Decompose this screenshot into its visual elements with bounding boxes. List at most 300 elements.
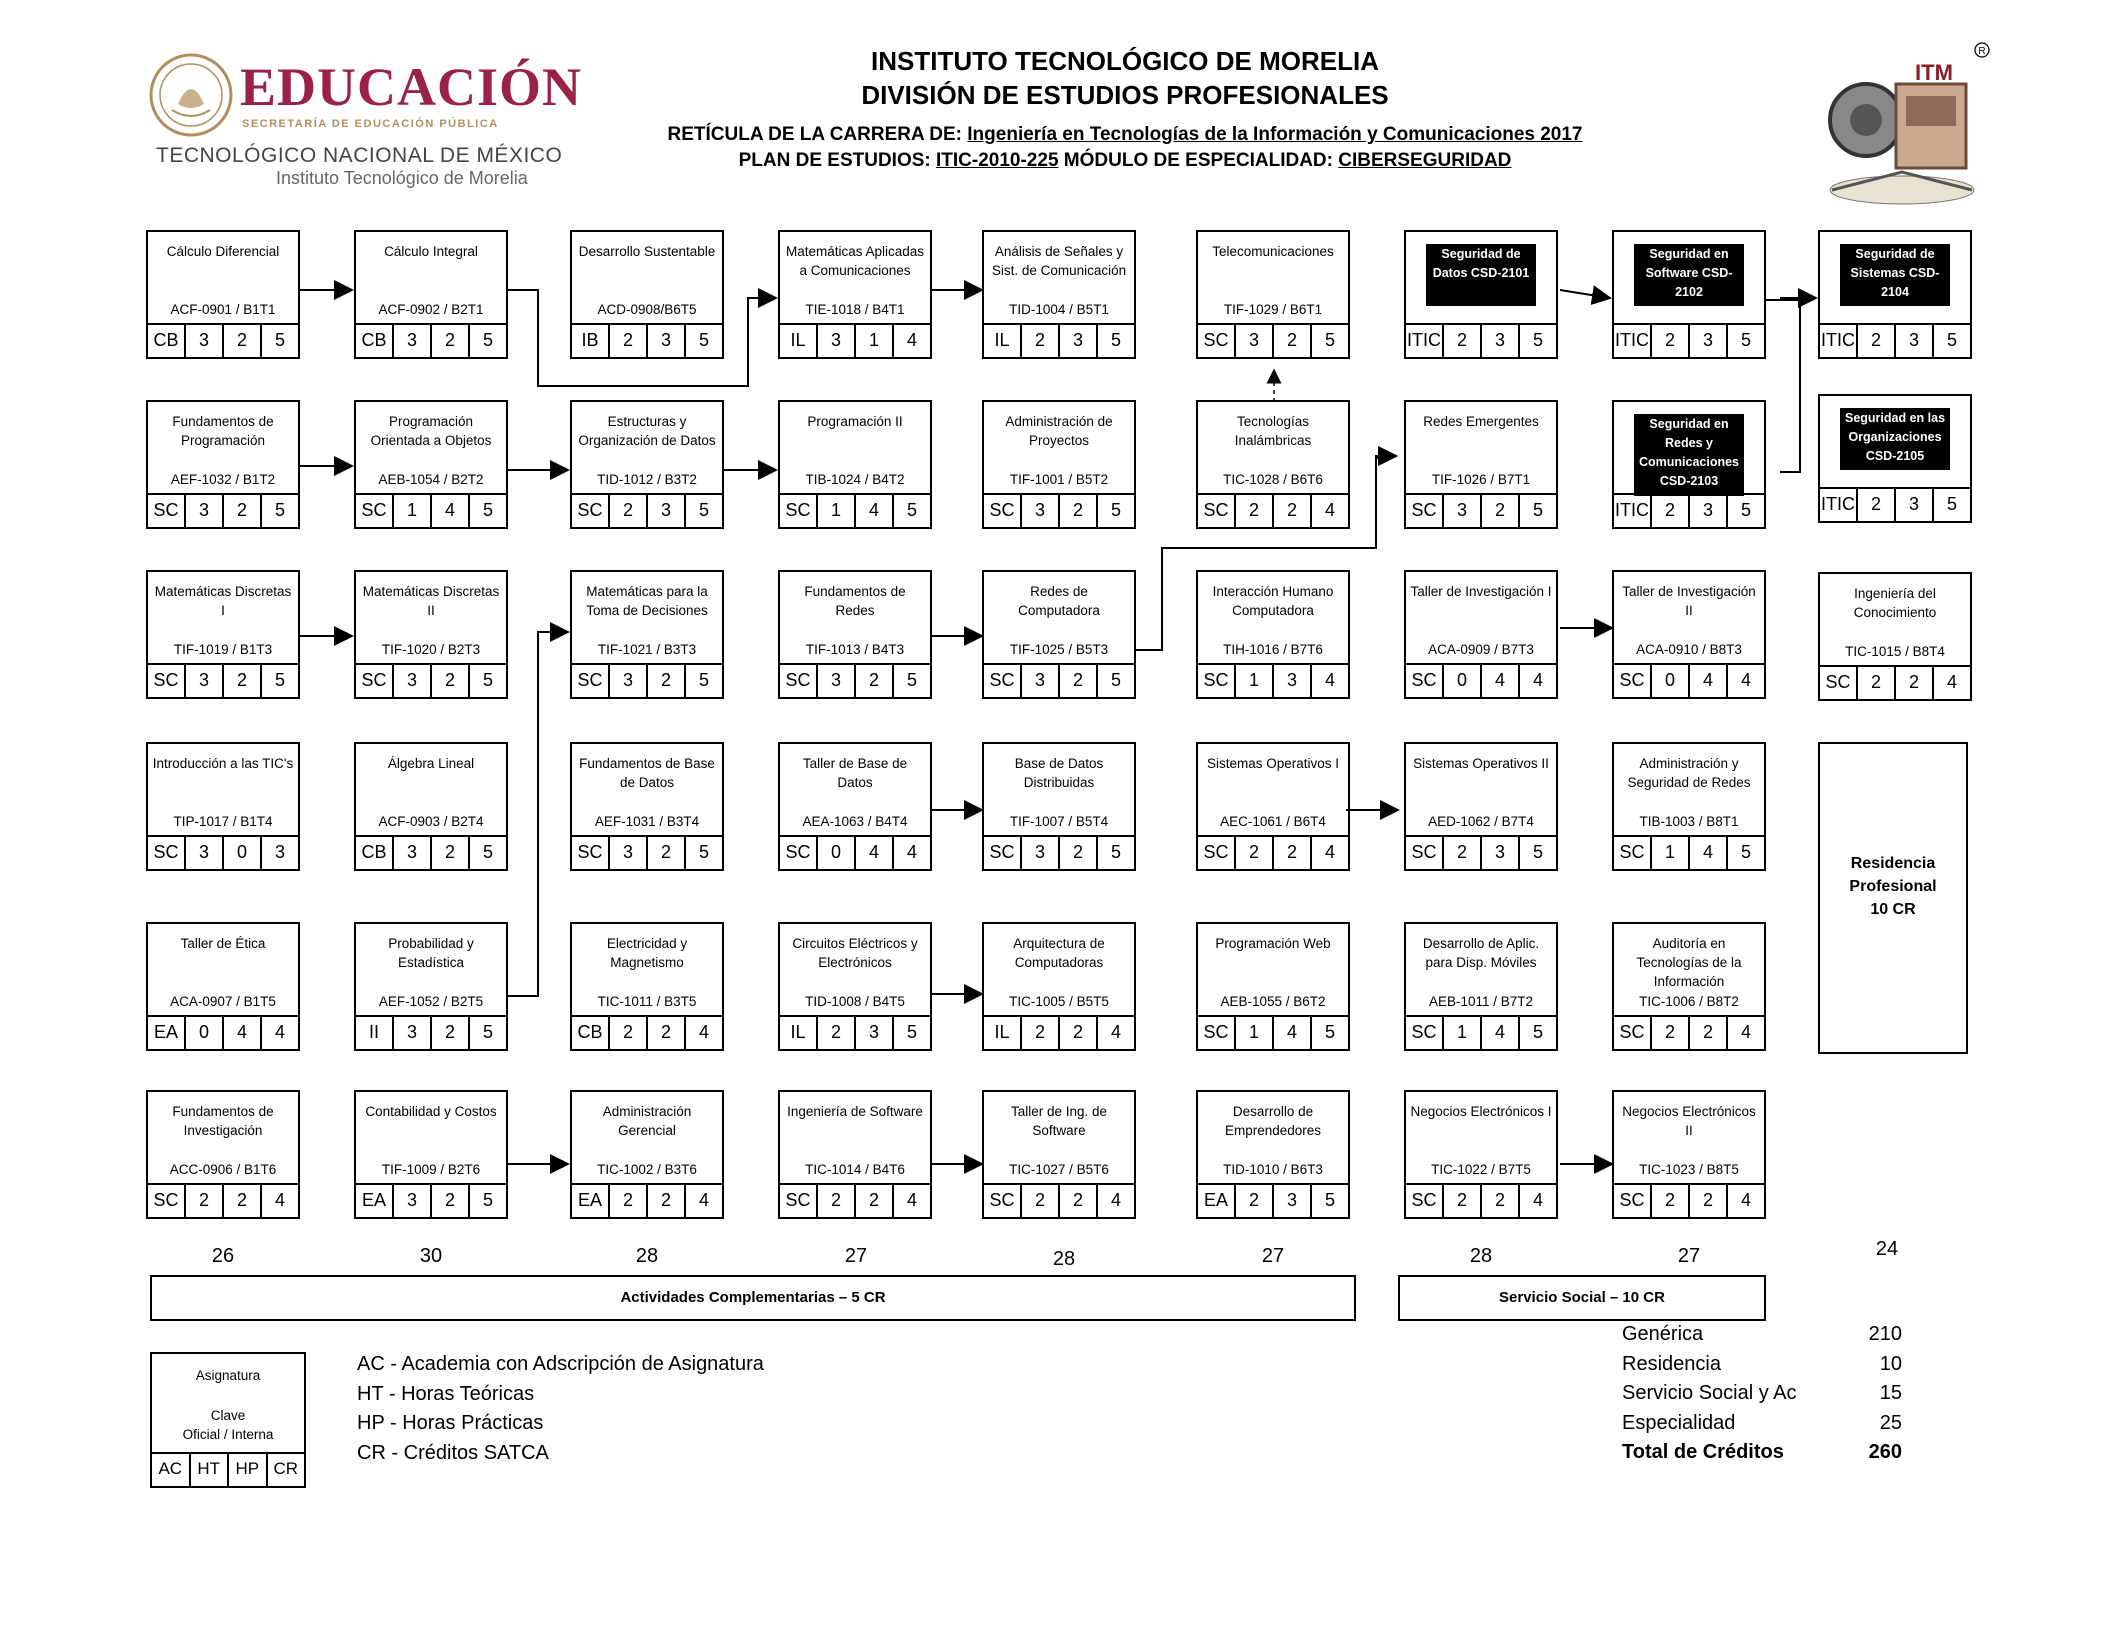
plan-label: PLAN DE ESTUDIOS:	[738, 150, 931, 171]
course-credits-row	[1406, 1015, 1556, 1049]
course-name: Seguridad de Datos CSD-2101	[1426, 244, 1536, 306]
course-cell: 5	[1726, 325, 1764, 357]
course-cell: 3	[646, 495, 684, 527]
course-name: Introducción a las TIC's	[152, 756, 294, 771]
course-card	[354, 742, 508, 871]
course-name: Probabilidad y Estadística	[388, 936, 474, 970]
course-cell: 4	[260, 1185, 298, 1217]
course-key: AEF-1031 / B3T4	[594, 814, 700, 829]
course-name: Análisis de Señales y Sist. de Comunicación	[991, 244, 1127, 278]
plan-line	[560, 148, 1690, 174]
course-card	[146, 922, 300, 1051]
semester-total: 27	[844, 1245, 868, 1267]
career-line	[560, 122, 1690, 148]
course-card	[982, 230, 1136, 359]
course-card	[1196, 922, 1350, 1051]
course-cell: 3	[816, 325, 854, 357]
course-credits-row	[1198, 835, 1348, 869]
course-name: Fundamentos de Base de Datos	[579, 756, 715, 790]
course-key: AEB-1011 / B7T2	[1428, 994, 1534, 1009]
semester-total: 24	[1875, 1238, 1899, 1260]
course-key: TIC-1028 / B6T6	[1223, 472, 1323, 487]
course-card	[778, 230, 932, 359]
course-cell: 2	[1058, 495, 1096, 527]
module-name: CIBERSEGURIDAD	[1338, 150, 1512, 171]
course-cell: 2	[646, 837, 684, 869]
course-cell: 2	[816, 1185, 854, 1217]
course-name: Matemáticas Aplicadas a Comunicaciones	[785, 244, 925, 278]
course-key: TID-1012 / B3T2	[597, 472, 697, 487]
course-cell: 4	[1310, 495, 1348, 527]
course-cell: IB	[581, 330, 599, 350]
credit-value: 15	[1879, 1382, 1902, 1404]
course-cell: 2	[430, 837, 468, 869]
course-cell: 5	[892, 495, 930, 527]
course-name: Contabilidad y Costos	[365, 1104, 497, 1119]
arrow	[1766, 298, 1816, 472]
course-key: AEF-1032 / B1T2	[170, 472, 276, 487]
course-cell: 2	[1058, 1185, 1096, 1217]
course-credits-row	[780, 835, 930, 869]
course-cell: 4	[1310, 665, 1348, 697]
course-credits-row	[1820, 487, 1970, 521]
legend-line: HP - Horas Prácticas	[357, 1412, 544, 1434]
course-cell: 2	[608, 1185, 646, 1217]
course-card	[1404, 742, 1558, 871]
course-credits-row	[148, 663, 298, 697]
course-credits-row	[1614, 663, 1764, 697]
course-credits-row	[356, 1015, 506, 1049]
course-card	[1404, 1090, 1558, 1219]
course-credits-row	[356, 835, 506, 869]
arrow	[1560, 290, 1610, 298]
course-cell: SC	[1203, 670, 1229, 690]
course-cell: 5	[1518, 837, 1556, 869]
course-cell: 2	[1650, 325, 1688, 357]
course-cell: SC	[1411, 1190, 1437, 1210]
course-cell: 5	[1310, 1017, 1348, 1049]
course-cell: SC	[785, 500, 811, 520]
credit-label: Residencia	[1622, 1352, 1721, 1375]
course-card	[1612, 570, 1766, 699]
credit-row	[1622, 1320, 1902, 1350]
course-key: TID-1010 / B6T3	[1223, 1162, 1323, 1177]
course-cell: SC	[1203, 500, 1229, 520]
course-cell: IL	[790, 1022, 806, 1042]
course-cell: 5	[892, 1017, 930, 1049]
course-cell: 3	[392, 665, 430, 697]
course-name: Administración y Seguridad de Redes	[1627, 756, 1751, 790]
course-name: Taller de Ing. de Software	[1010, 1104, 1108, 1138]
course-cell: 2	[1020, 1017, 1058, 1049]
course-cell: 5	[1726, 837, 1764, 869]
course-cell: 4	[1096, 1185, 1134, 1217]
course-key: AEC-1061 / B6T4	[1220, 814, 1326, 829]
course-cell: 3	[184, 495, 222, 527]
course-cell: 5	[684, 837, 722, 869]
course-name: Estructuras y Organización de Datos	[578, 414, 716, 448]
course-cell: 3	[260, 837, 298, 869]
course-cell: CB	[153, 330, 179, 350]
course-cell: 2	[646, 665, 684, 697]
course-cell: ITIC	[1821, 494, 1855, 514]
course-credits-row	[1406, 835, 1556, 869]
course-card	[146, 400, 300, 529]
course-credits-row	[984, 323, 1134, 357]
course-cell: 2	[1442, 1185, 1480, 1217]
course-key: TID-1008 / B4T5	[805, 994, 905, 1009]
credit-value: 25	[1879, 1411, 1902, 1434]
course-cell: SC	[1619, 670, 1645, 690]
course-credits-row	[984, 1015, 1134, 1049]
course-cell: 2	[1480, 495, 1518, 527]
course-cell: 2	[1650, 1185, 1688, 1217]
course-credits-row	[1406, 323, 1556, 357]
course-cell: EA	[361, 1190, 386, 1210]
course-credits-row	[1406, 1183, 1556, 1217]
course-name: Sistemas Operativos II	[1413, 756, 1549, 771]
course-key: TIE-1018 / B4T1	[805, 302, 905, 317]
servicio-social: Servicio Social – 10 CR	[1398, 1275, 1766, 1321]
course-cell: 0	[1650, 665, 1688, 697]
course-cell: 5	[1096, 837, 1134, 869]
course-name: Administración de Proyectos	[1005, 414, 1113, 448]
course-key: TIC-1015 / B8T4	[1845, 644, 1945, 659]
course-card	[1612, 1090, 1766, 1219]
institute-title: INSTITUTO TECNOLÓGICO DE MORELIA	[871, 46, 1379, 76]
course-cell: 5	[892, 665, 930, 697]
course-key: AED-1062 / B7T4	[1428, 814, 1534, 829]
course-name: Taller de Investigación II	[1622, 584, 1756, 618]
course-card	[1404, 230, 1558, 359]
course-name: Tecnologías Inalámbricas	[1234, 414, 1312, 448]
course-credits-row	[984, 663, 1134, 697]
course-card	[146, 1090, 300, 1219]
course-card	[778, 742, 932, 871]
course-cell: EA	[577, 1190, 602, 1210]
course-key: AEB-1054 / B2T2	[378, 472, 484, 487]
course-name: Ingeniería del Conocimiento	[1853, 586, 1937, 620]
course-cell: 2	[1856, 667, 1894, 699]
course-card	[1404, 400, 1558, 529]
course-card	[1196, 230, 1350, 359]
course-cell: 2	[222, 1185, 260, 1217]
course-key: TIB-1003 / B8T1	[1639, 814, 1739, 829]
course-cell: 5	[1096, 325, 1134, 357]
course-cell: 2	[1020, 325, 1058, 357]
course-cell: 1	[1650, 837, 1688, 869]
course-name: Matemáticas Discretas I	[154, 584, 292, 618]
course-credits-row	[356, 323, 506, 357]
course-cell: 4	[222, 1017, 260, 1049]
course-cell: 3	[1894, 489, 1932, 521]
course-cell: 2	[854, 1185, 892, 1217]
legend-box-cells	[152, 1452, 304, 1486]
residencia-title: Residencia Profesional	[1849, 855, 1937, 895]
course-cell: 4	[1518, 665, 1556, 697]
course-key: TIF-1020 / B2T3	[381, 642, 481, 657]
course-key: ACA-0909 / B7T3	[1428, 642, 1534, 657]
course-name: Taller de Investigación I	[1410, 584, 1552, 599]
credit-label: Especialidad	[1622, 1411, 1736, 1434]
course-name: Fundamentos de Redes	[804, 584, 906, 618]
course-key: ACF-0901 / B1T1	[170, 302, 276, 317]
course-card	[146, 742, 300, 871]
credits-summary	[1622, 1320, 1902, 1468]
residencia-profesional	[1818, 742, 1968, 1054]
course-key: ACF-0903 / B2T4	[378, 814, 484, 829]
course-cell: 4	[854, 837, 892, 869]
course-cell: SC	[785, 842, 811, 862]
course-cell: 5	[260, 495, 298, 527]
credit-row	[1622, 1350, 1902, 1380]
course-cell: 5	[1932, 325, 1970, 357]
semester-total: 28	[1052, 1248, 1076, 1270]
course-cell: SC	[989, 500, 1015, 520]
course-name: Taller de Base de Datos	[802, 756, 908, 790]
course-cell: 3	[1894, 325, 1932, 357]
course-cell: SC	[577, 500, 603, 520]
course-cell: CB	[577, 1022, 603, 1042]
course-name: Programación Web	[1215, 936, 1331, 951]
course-cell: SC	[361, 500, 387, 520]
course-cell: 5	[468, 1017, 506, 1049]
course-card	[778, 570, 932, 699]
course-name: Álgebra Lineal	[387, 756, 475, 771]
legend-lines	[357, 1350, 764, 1468]
semester-total: 27	[1261, 1245, 1285, 1267]
legend-cell: HP	[227, 1454, 266, 1486]
course-credits-row	[1198, 493, 1348, 527]
course-key: TIC-1027 / B5T6	[1009, 1162, 1109, 1177]
course-cell: 5	[468, 837, 506, 869]
course-cell: 1	[1442, 1017, 1480, 1049]
course-cell: 5	[260, 665, 298, 697]
course-cell: SC	[153, 670, 179, 690]
course-cell: 2	[1688, 1185, 1726, 1217]
course-card	[1196, 1090, 1350, 1219]
course-card	[1818, 394, 1972, 523]
course-cell: 0	[222, 837, 260, 869]
course-cell: 3	[1442, 495, 1480, 527]
sep-subtitle: SECRETARÍA DE EDUCACIÓN PÚBLICA	[242, 118, 499, 130]
course-cell: 2	[1856, 489, 1894, 521]
course-cell: SC	[989, 670, 1015, 690]
course-cell: SC	[1619, 1022, 1645, 1042]
course-cell: 2	[430, 325, 468, 357]
course-name: Electricidad y Magnetismo	[606, 936, 688, 970]
course-key: TIC-1005 / B5T5	[1009, 994, 1109, 1009]
course-key: TIF-1021 / B3T3	[597, 642, 697, 657]
course-cell: 4	[1518, 1185, 1556, 1217]
sep-tecnm-logo	[140, 52, 583, 202]
course-cell: 2	[646, 1185, 684, 1217]
course-name: Desarrollo de Aplic. para Disp. Móviles	[1422, 936, 1540, 970]
course-cell: 2	[1234, 495, 1272, 527]
course-credits-row	[148, 835, 298, 869]
course-cell: 5	[468, 665, 506, 697]
course-cell: 0	[816, 837, 854, 869]
credit-row	[1622, 1409, 1902, 1439]
course-card	[1818, 230, 1972, 359]
course-cell: 5	[1096, 665, 1134, 697]
course-key: TID-1004 / B5T1	[1009, 302, 1109, 317]
course-card	[354, 922, 508, 1051]
course-cell: 3	[854, 1017, 892, 1049]
course-cell: SC	[785, 670, 811, 690]
legend-line: AC - Academia con Adscripción de Asignatura	[357, 1353, 764, 1375]
course-key: TIF-1013 / B4T3	[805, 642, 905, 657]
education-brand: EDUCACIÓN	[240, 57, 583, 117]
course-cell: 2	[608, 1017, 646, 1049]
semester-total: 27	[1677, 1245, 1701, 1267]
course-cell: 2	[854, 665, 892, 697]
course-cell: EA	[1203, 1190, 1228, 1210]
course-cell: 4	[892, 1185, 930, 1217]
itm-logo-icon	[1822, 40, 2002, 212]
course-cell: SC	[153, 1190, 179, 1210]
course-cell: 3	[1480, 325, 1518, 357]
course-name: Ingeniería de Software	[787, 1104, 923, 1119]
course-cell: 2	[222, 495, 260, 527]
course-card	[570, 742, 724, 871]
course-credits-row	[356, 663, 506, 697]
course-cell: 2	[1272, 495, 1310, 527]
course-name: Cálculo Integral	[384, 244, 478, 259]
course-name: Sistemas Operativos I	[1206, 756, 1340, 771]
course-cell: 4	[260, 1017, 298, 1049]
course-cell: ITIC	[1407, 330, 1441, 350]
course-cell: ITIC	[1615, 500, 1649, 520]
course-name: Negocios Electrónicos I	[1410, 1104, 1552, 1119]
legend-box-title: Asignatura	[195, 1368, 261, 1383]
course-key: TIH-1016 / B7T6	[1223, 642, 1323, 657]
svg-text:ITM: ITM	[1915, 60, 1953, 85]
course-cell: 3	[1272, 665, 1310, 697]
course-credits-row	[780, 323, 930, 357]
course-credits-row	[1614, 493, 1764, 527]
course-cell: SC	[1411, 500, 1437, 520]
course-cell: 4	[1688, 665, 1726, 697]
course-cell: 2	[1058, 837, 1096, 869]
course-cell: 2	[1058, 1017, 1096, 1049]
course-card	[146, 230, 300, 359]
course-key: AEF-1052 / B2T5	[378, 994, 484, 1009]
course-cell: 2	[1058, 665, 1096, 697]
course-cell: 3	[1480, 837, 1518, 869]
course-cell: 3	[184, 665, 222, 697]
course-cell: 2	[1234, 837, 1272, 869]
course-card	[778, 400, 932, 529]
course-cell: 5	[1518, 495, 1556, 527]
course-credits-row	[1614, 835, 1764, 869]
course-cell: 2	[1442, 837, 1480, 869]
course-cell: 3	[392, 837, 430, 869]
course-cell: 1	[1234, 1017, 1272, 1049]
course-cell: 5	[684, 325, 722, 357]
course-cell: 2	[430, 1185, 468, 1217]
legend-key-box	[150, 1352, 306, 1488]
course-key: TIC-1014 / B4T6	[805, 1162, 905, 1177]
course-card	[1612, 230, 1766, 359]
course-cell: SC	[1411, 842, 1437, 862]
campus-name: Instituto Tecnológico de Morelia	[276, 168, 528, 188]
course-credits-row	[572, 835, 722, 869]
course-name: Desarrollo de Emprendedores	[1224, 1104, 1322, 1138]
course-cell: 5	[468, 325, 506, 357]
course-cell: SC	[1203, 1022, 1229, 1042]
course-name: Base de Datos Distribuidas	[1014, 756, 1104, 790]
course-card	[1404, 922, 1558, 1051]
course-cell: SC	[1411, 670, 1437, 690]
semester-total: 28	[635, 1245, 659, 1267]
course-cell: 1	[1234, 665, 1272, 697]
credit-label: Total de Créditos	[1622, 1441, 1784, 1463]
course-cell: 4	[684, 1017, 722, 1049]
course-cell: 4	[1272, 1017, 1310, 1049]
course-cell: 0	[1442, 665, 1480, 697]
course-cell: 3	[392, 1185, 430, 1217]
course-cell: ITIC	[1821, 330, 1855, 350]
course-key: TIB-1024 / B4T2	[805, 472, 905, 487]
course-cell: 4	[684, 1185, 722, 1217]
course-key: ACD-0908/B6T5	[597, 302, 697, 317]
course-cell: SC	[1825, 672, 1851, 692]
course-cell: 3	[608, 837, 646, 869]
course-cell: 3	[816, 665, 854, 697]
course-credits-row	[984, 835, 1134, 869]
course-cell: SC	[153, 842, 179, 862]
course-card	[570, 570, 724, 699]
course-name: Telecomunicaciones	[1212, 244, 1334, 259]
course-cell: 2	[608, 495, 646, 527]
course-cell: 4	[892, 837, 930, 869]
course-key: TIF-1019 / B1T3	[173, 642, 273, 657]
legend-cell: AC	[158, 1459, 183, 1478]
course-cell: II	[368, 1022, 379, 1042]
course-name: Seguridad en las Organizaciones CSD-2105	[1840, 408, 1950, 470]
course-cell: 2	[1688, 1017, 1726, 1049]
course-cell: 2	[1894, 667, 1932, 699]
course-cell: SC	[361, 670, 387, 690]
course-cell: 1	[854, 325, 892, 357]
course-cell: 3	[1020, 495, 1058, 527]
legend-cell: HT	[189, 1454, 228, 1486]
course-cell: SC	[1203, 330, 1229, 350]
course-cell: 3	[608, 665, 646, 697]
course-credits-row	[1406, 493, 1556, 527]
credit-value: 10	[1879, 1352, 1902, 1375]
course-credits-row	[1198, 1015, 1348, 1049]
course-name: Cálculo Diferencial	[166, 244, 280, 259]
semester-total: 28	[1469, 1245, 1493, 1267]
arrow	[506, 632, 568, 996]
course-cell: 3	[1020, 665, 1058, 697]
course-key: ACC-0906 / B1T6	[169, 1162, 277, 1177]
course-credits-row	[148, 1183, 298, 1217]
course-cell: 4	[430, 495, 468, 527]
course-cell: 3	[1020, 837, 1058, 869]
course-card	[1196, 400, 1350, 529]
course-credits-row	[356, 493, 506, 527]
course-key: ACF-0902 / B2T1	[378, 302, 484, 317]
legend-box-key	[152, 1406, 304, 1444]
page-header	[560, 44, 1690, 174]
course-credits-row	[1198, 1183, 1348, 1217]
course-name: Programación II	[807, 414, 903, 429]
plan-code: ITIC-2010-225	[936, 150, 1059, 171]
course-key: TIC-1011 / B3T5	[597, 994, 697, 1009]
